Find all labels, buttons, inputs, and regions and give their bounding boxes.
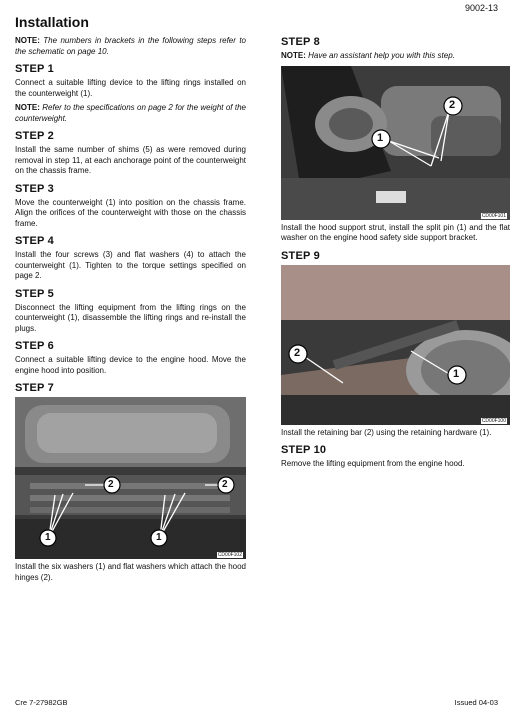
step-2-heading: STEP 2 <box>15 130 54 142</box>
callout-2-right: 2 <box>222 479 228 490</box>
step-2-text: Install the same number of shims (5) as were removed during removal in step 11, at each anchorage point of the counterweight on the chassis frame. <box>15 145 246 175</box>
step-1-note: NOTE: Refer to the specifications on page 2 for the weight of the counterweight. <box>15 103 246 123</box>
right-column <box>281 36 510 474</box>
step-6-text: Connect a suitable lifting device to the engine hood. Move the engine hood into position. <box>15 355 246 375</box>
callout-1-left: 1 <box>45 532 51 543</box>
callout-1-right: 1 <box>156 532 162 543</box>
step-4-text: Install the four screws (3) and flat washers (4) to attach the counterweight (1). Tighten to the torque settings specified on page 2. <box>15 250 246 280</box>
callout-2-bar: 2 <box>294 346 301 359</box>
hood-hinges-photo <box>15 397 246 559</box>
page-number: 9002-13 <box>464 3 498 13</box>
intro-note: NOTE: The numbers in brackets in the following steps refer to the schematic on page 10. <box>15 36 246 56</box>
step-7-text: Install the six washers (1) and flat washers which attach the hood hinges (2). <box>15 562 246 582</box>
step-6-heading: STEP 6 <box>15 340 54 352</box>
step-8-text: Install the hood support strut, install the split pin (1) and the flat washer on the engine hood safety side support bracket. <box>281 222 510 242</box>
step-7-heading: STEP 7 <box>15 382 54 394</box>
figure-code-step8: CD00F101 <box>481 212 506 219</box>
step-5-text: Disconnect the lifting equipment from the lifting rings on the counterweight (1), disassemble the lifting rings and re-install the plugs. <box>15 302 246 333</box>
figure-code-step9: CD00F100 <box>481 417 506 424</box>
step-10-text: Remove the lifting equipment from the engine hood. <box>281 459 465 468</box>
step-3-text: Move the counterweight (1) into position on the chassis frame. Align the orifices of the counterweight with those on the chassis frame. <box>15 197 246 228</box>
page-title: Installation <box>15 14 89 30</box>
step-4-heading: STEP 4 <box>15 235 54 247</box>
retaining-bar-photo <box>281 265 510 425</box>
callout-2-strut: 2 <box>449 98 456 111</box>
step-9-text: Install the retaining bar (2) using the retaining hardware (1). <box>281 427 492 437</box>
callout-2-left: 2 <box>108 479 114 490</box>
step-3-heading: STEP 3 <box>15 182 54 195</box>
left-column <box>15 14 246 587</box>
step-8-note: NOTE: Have an assistant help you with this step. <box>281 51 455 60</box>
hood-strut-photo <box>281 66 510 220</box>
callout-1-bar: 1 <box>453 367 460 380</box>
footer-document-code: Cre 7-27982GB <box>15 698 68 707</box>
step-10-heading: STEP 10 <box>281 444 327 456</box>
callout-1-strut: 1 <box>377 131 384 144</box>
step-5-heading: STEP 5 <box>15 287 54 300</box>
step-8-heading: STEP 8 <box>281 36 320 48</box>
footer-issue: Issued 04-03 <box>454 698 498 707</box>
step-1-heading: STEP 1 <box>15 63 54 75</box>
step-9-heading: STEP 9 <box>281 249 320 262</box>
figure-code-step7: CD00F102 <box>217 552 242 558</box>
step-1-text: Connect a suitable lifting device to the lifting rings installed on the counterweight (1). <box>15 78 246 98</box>
